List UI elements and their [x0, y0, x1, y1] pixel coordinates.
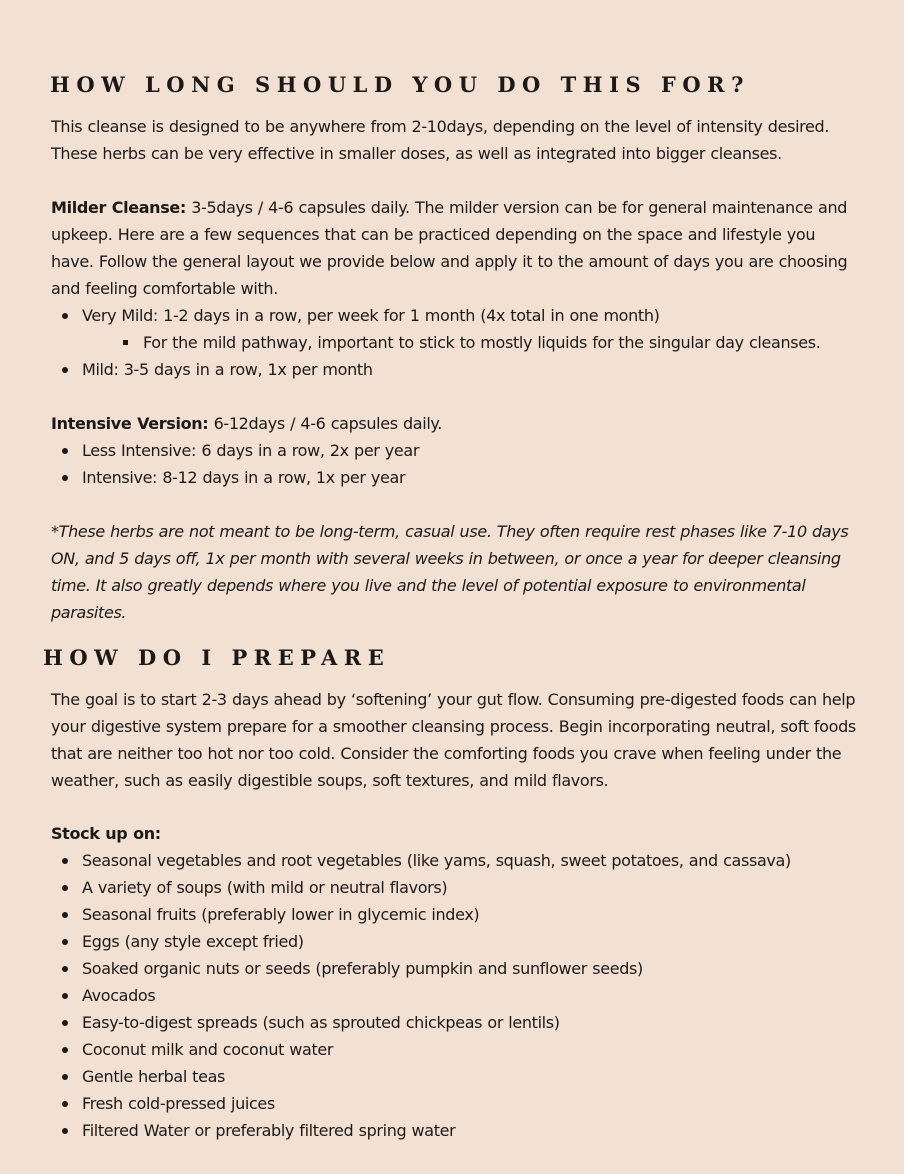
list-item: Seasonal fruits (preferably lower in glycemic index) [62, 901, 791, 928]
list-item: Fresh cold-pressed juices [62, 1090, 791, 1117]
duration-intro-paragraph: This cleanse is designed to be anywhere from 2-10days, depending on the level of intensity desired. These herbs can be very effective in smaller doses, as well as integrated into bigger cleanses. [51, 117, 830, 163]
milder-cleanse-text: 3-5days / 4-6 capsules daily. The milder version can be for general maintenance and upkeep. Here are a few sequences that can be practiced depending on the space and lifestyle you have. Follow the general layout we provide below and apply it to the amount of days you are choosing and feeling comfortable with. [51, 198, 848, 298]
sub-list-item: For the mild pathway, important to stick to mostly liquids for the singular day cleanses. [123, 329, 820, 356]
list-item: Filtered Water or preferably filtered spring water [62, 1117, 791, 1144]
usage-note: *These herbs are not meant to be long-term, casual use. They often require rest phases like 7-10 days ON, and 5 days off, 1x per month with several weeks in between, or once a year for deeper cleansing time. It also greatly depends where you live and the level of potential exposure to environmental parasites. [51, 522, 849, 622]
list-item: Less Intensive: 6 days in a row, 2x per year [62, 437, 419, 464]
list-item: Eggs (any style except fried) [62, 928, 791, 955]
stock-up-list [62, 847, 791, 1144]
intensive-version-list [62, 437, 419, 491]
list-item: Seasonal vegetables and root vegetables (like yams, squash, sweet potatoes, and cassava) [62, 847, 791, 874]
prepare-intro-paragraph: The goal is to start 2-3 days ahead by ‘softening’ your gut flow. Consuming pre-digested foods can help your digestive system prepare for a smoother cleansing process. Begin incorporating neutral, soft foods that are neither too hot nor too cold. Consider the comforting foods you crave when feeling under the weather, such as easily digestible soups, soft textures, and mild flavors. [51, 690, 856, 790]
section-heading-prepare: HOW DO I PREPARE [43, 645, 391, 670]
list-item: Avocados [62, 982, 791, 1009]
list-item: A variety of soups (with mild or neutral flavors) [62, 874, 791, 901]
stock-up-label [51, 820, 861, 847]
milder-cleanse-list [62, 302, 820, 383]
list-item: Easy-to-digest spreads (such as sprouted chickpeas or lentils) [62, 1009, 791, 1036]
intensive-version-label: Intensive Version: [51, 414, 209, 433]
milder-cleanse-label: Milder Cleanse: [51, 198, 186, 217]
intensive-version-paragraph [51, 410, 861, 437]
stock-up-label-text: Stock up on: [51, 824, 161, 843]
list-item: Mild: 3-5 days in a row, 1x per month [62, 356, 820, 383]
list-item: Intensive: 8-12 days in a row, 1x per year [62, 464, 419, 491]
milder-cleanse-paragraph [51, 194, 861, 302]
list-item: Gentle herbal teas [62, 1063, 791, 1090]
list-item: Very Mild: 1-2 days in a row, per week for 1 month (4x total in one month) [62, 302, 820, 329]
list-item: Coconut milk and coconut water [62, 1036, 791, 1063]
section-heading-duration: HOW LONG SHOULD YOU DO THIS FOR? [50, 72, 750, 97]
intensive-version-text: 6-12days / 4-6 capsules daily. [208, 414, 443, 433]
list-item: Soaked organic nuts or seeds (preferably pumpkin and sunflower seeds) [62, 955, 791, 982]
